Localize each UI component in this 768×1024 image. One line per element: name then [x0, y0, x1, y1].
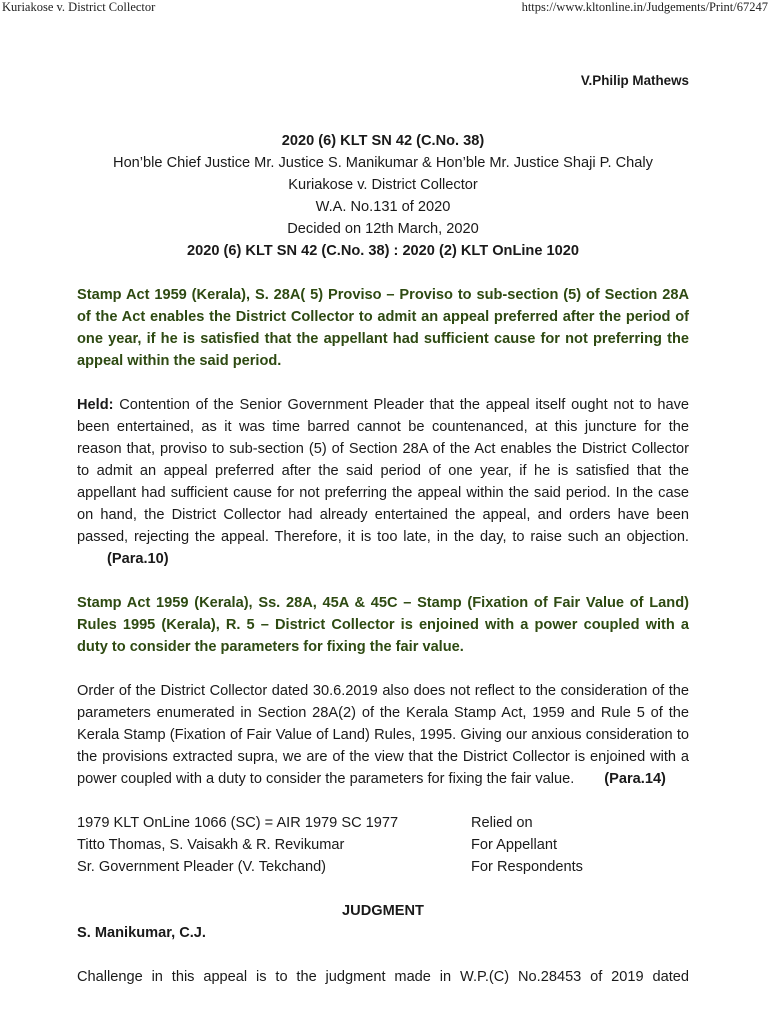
citation-right: For Appellant	[471, 837, 557, 853]
table-row	[77, 856, 689, 878]
citation-right: For Respondents	[471, 859, 583, 875]
citation-block	[77, 130, 689, 262]
citations-table	[77, 812, 689, 878]
case-number: W.A. No.131 of 2020	[315, 199, 451, 215]
table-row	[77, 812, 689, 834]
held-paragraph	[77, 394, 689, 570]
judgment-heading: JUDGMENT	[342, 903, 424, 919]
case-title: Kuriakose v. District Collector	[288, 177, 478, 193]
citation-left: 1979 KLT OnLine 1066 (SC) = AIR 1979 SC 1977	[77, 815, 399, 831]
citation-left: Titto Thomas, S. Vaisakh & R. Revikumar	[77, 837, 345, 853]
headnote-1: Stamp Act 1959 (Kerala), S. 28A( 5) Proviso – Proviso to sub-section (5) of Section 28A of the Act enables the District Collector to admit an appeal preferred after the period of one year, if he is satisfied that the appellant had sufficient cause for not preferring the appeal within the said period.	[77, 287, 689, 369]
held-para-ref: (Para.10)	[107, 551, 169, 567]
document-page	[77, 70, 689, 988]
headnote-2: Stamp Act 1959 (Kerala), Ss. 28A, 45A & 45C – Stamp (Fixation of Fair Value of Land) Rules 1995 (Kerala), R. 5 – District Collector is enjoined with a power coupled with a duty to consider the parameters for fixing the fair value.	[77, 595, 689, 655]
held-text: Contention of the Senior Government Pleader that the appeal itself ought not to have been entertained, as it was time barred cannot be countenanced, at this juncture for the reason that, proviso to sub-section (5) of Section 28A of the Act enables the District Collector to admit an appeal preferred after the said period of one year, if he is satisfied that the appellant had sufficient cause for not preferring the appeal within the said period. In the case on hand, the District Collector had already entertained the appeal, and orders have been passed, rejecting the appeal. Therefore, it is too late, in the day, to raise such an objection.	[77, 397, 689, 545]
full-citation: 2020 (6) KLT SN 42 (C.No. 38) : 2020 (2) KLT OnLine 1020	[187, 243, 579, 259]
held-label: Held:	[77, 397, 114, 413]
print-header-title: Kuriakose v. District Collector	[2, 0, 156, 14]
table-row	[77, 834, 689, 856]
decided-date: Decided on 12th March, 2020	[287, 221, 479, 237]
order-para-ref: (Para.14)	[604, 771, 666, 787]
citation-line: 2020 (6) KLT SN 42 (C.No. 38)	[281, 133, 485, 149]
citation-left: Sr. Government Pleader (V. Tekchand)	[77, 859, 327, 875]
order-text: Order of the District Collector dated 30.6.2019 also does not reflect to the consideration of the parameters enumerated in Section 28A(2) of the Kerala Stamp Act, 1959 and Rule 5 of the Kerala Stamp (Fixation of Fair Value of Land) Rules, 1995. Giving our anxious consideration to the provisions extracted supra, we are of the view that the District Collector is enjoined with a power coupled with a duty to consider the parameters for fixing the fair value.	[77, 683, 689, 787]
final-paragraph	[77, 966, 689, 988]
bench: Hon’ble Chief Justice Mr. Justice S. Manikumar & Hon’ble Mr. Justice Shaji P. Chaly	[113, 155, 653, 171]
judge-name: S. Manikumar, C.J.	[77, 925, 206, 941]
citation-right: Relied on	[471, 815, 533, 831]
print-header-url: https://www.kltonline.in/Judgements/Print/67247	[521, 0, 768, 14]
order-paragraph	[77, 680, 689, 790]
final-paragraph-text: Challenge in this appeal is to the judgment made in W.P.(C) No.28453 of 2019 dated	[77, 969, 689, 985]
print-header	[0, 0, 768, 16]
author-name: V.Philip Mathews	[580, 73, 689, 88]
